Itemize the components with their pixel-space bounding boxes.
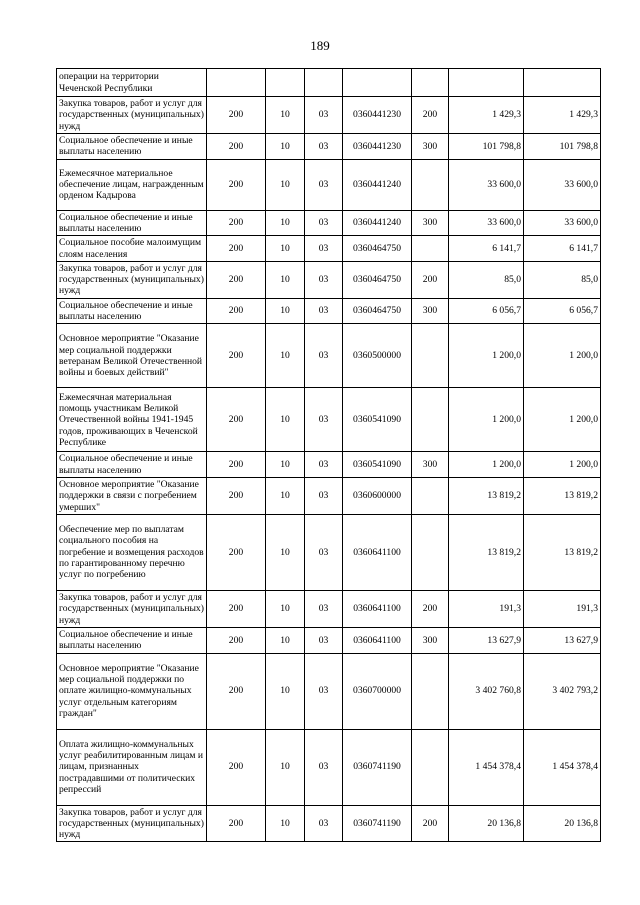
expense-type-cell: 300 bbox=[412, 452, 449, 478]
amount-cell: 6 141,7 bbox=[449, 236, 524, 262]
target-article-cell: 0360741190 bbox=[343, 805, 412, 842]
amount-cell: 85,0 bbox=[449, 261, 524, 298]
admin-code-cell: 200 bbox=[207, 97, 266, 134]
target-article-cell: 0360741190 bbox=[343, 729, 412, 805]
row-name-cell: Основное мероприятие "Оказание мер социальной поддержки ветеранам Великой Отечественной войны и боевых действий" bbox=[57, 324, 207, 388]
admin-code-cell: 200 bbox=[207, 478, 266, 515]
amount-cell: 1 200,0 bbox=[524, 452, 601, 478]
row-name-cell: Ежемесячное материальное обеспечение лицам, награжденным орденом Кадырова bbox=[57, 159, 207, 210]
amount-cell: 13 819,2 bbox=[449, 514, 524, 590]
table-row bbox=[57, 261, 601, 298]
amount-cell: 1 200,0 bbox=[524, 324, 601, 388]
amount-cell: 6 056,7 bbox=[524, 298, 601, 324]
subsection-code-cell: 03 bbox=[305, 514, 343, 590]
admin-code-cell: 200 bbox=[207, 236, 266, 262]
subsection-code-cell: 03 bbox=[305, 133, 343, 159]
target-article-cell: 0360541090 bbox=[343, 452, 412, 478]
table-body bbox=[57, 69, 601, 842]
amount-cell: 191,3 bbox=[449, 590, 524, 627]
expense-type-cell bbox=[412, 729, 449, 805]
section-code-cell: 10 bbox=[266, 159, 305, 210]
subsection-code-cell: 03 bbox=[305, 452, 343, 478]
amount-cell: 20 136,8 bbox=[524, 805, 601, 842]
amount-cell: 13 627,9 bbox=[524, 627, 601, 653]
subsection-code-cell: 03 bbox=[305, 478, 343, 515]
expense-type-cell bbox=[412, 653, 449, 729]
amount-cell: 33 600,0 bbox=[524, 159, 601, 210]
amount-cell: 101 798,8 bbox=[524, 133, 601, 159]
expense-type-cell: 300 bbox=[412, 210, 449, 236]
amount-cell: 33 600,0 bbox=[524, 210, 601, 236]
page-number: 189 bbox=[310, 38, 330, 53]
expense-type-cell bbox=[412, 388, 449, 452]
admin-code-cell: 200 bbox=[207, 653, 266, 729]
row-name-cell: Социальное обеспечение и иные выплаты населению bbox=[57, 298, 207, 324]
target-article-cell: 0360500000 bbox=[343, 324, 412, 388]
row-name-cell: Социальное обеспечение и иные выплаты населению bbox=[57, 452, 207, 478]
target-article-cell: 0360464750 bbox=[343, 261, 412, 298]
expense-type-cell bbox=[412, 69, 449, 97]
table-row bbox=[57, 97, 601, 134]
amount-cell: 13 627,9 bbox=[449, 627, 524, 653]
amount-cell: 20 136,8 bbox=[449, 805, 524, 842]
section-code-cell: 10 bbox=[266, 210, 305, 236]
row-name-cell: Основное мероприятие "Оказание мер социальной поддержки по оплате жилищно-коммунальных услуг отдельным категориям граждан" bbox=[57, 653, 207, 729]
target-article-cell: 0360441240 bbox=[343, 210, 412, 236]
target-article-cell: 0360600000 bbox=[343, 478, 412, 515]
admin-code-cell: 200 bbox=[207, 729, 266, 805]
table-row bbox=[57, 590, 601, 627]
expense-type-cell: 200 bbox=[412, 261, 449, 298]
section-code-cell: 10 bbox=[266, 805, 305, 842]
target-article-cell: 0360641100 bbox=[343, 590, 412, 627]
amount-cell: 13 819,2 bbox=[449, 478, 524, 515]
subsection-code-cell: 03 bbox=[305, 261, 343, 298]
subsection-code-cell: 03 bbox=[305, 159, 343, 210]
amount-cell: 1 200,0 bbox=[524, 388, 601, 452]
budget-table bbox=[56, 68, 601, 842]
amount-cell: 3 402 760,8 bbox=[449, 653, 524, 729]
row-name-cell: Социальное пособие малоимущим слоям населения bbox=[57, 236, 207, 262]
expense-type-cell: 300 bbox=[412, 627, 449, 653]
subsection-code-cell: 03 bbox=[305, 653, 343, 729]
row-name-cell: Закупка товаров, работ и услуг для государственных (муниципальных) нужд bbox=[57, 97, 207, 134]
subsection-code-cell bbox=[305, 69, 343, 97]
row-name-cell: Закупка товаров, работ и услуг для государственных (муниципальных) нужд bbox=[57, 261, 207, 298]
row-name-cell: операции на территории Чеченской Республики bbox=[57, 69, 207, 97]
section-code-cell: 10 bbox=[266, 388, 305, 452]
section-code-cell: 10 bbox=[266, 514, 305, 590]
section-code-cell: 10 bbox=[266, 627, 305, 653]
table-row bbox=[57, 653, 601, 729]
admin-code-cell: 200 bbox=[207, 388, 266, 452]
section-code-cell: 10 bbox=[266, 729, 305, 805]
section-code-cell: 10 bbox=[266, 298, 305, 324]
expense-type-cell: 300 bbox=[412, 298, 449, 324]
table-row bbox=[57, 324, 601, 388]
amount-cell: 1 200,0 bbox=[449, 452, 524, 478]
amount-cell: 6 056,7 bbox=[449, 298, 524, 324]
subsection-code-cell: 03 bbox=[305, 210, 343, 236]
table-row bbox=[57, 478, 601, 515]
target-article-cell: 0360464750 bbox=[343, 236, 412, 262]
row-name-cell: Социальное обеспечение и иные выплаты населению bbox=[57, 133, 207, 159]
admin-code-cell: 200 bbox=[207, 805, 266, 842]
admin-code-cell: 200 bbox=[207, 159, 266, 210]
row-name-cell: Основное мероприятие "Оказание поддержки в связи с погребением умерших" bbox=[57, 478, 207, 515]
target-article-cell: 0360464750 bbox=[343, 298, 412, 324]
subsection-code-cell: 03 bbox=[305, 236, 343, 262]
section-code-cell: 10 bbox=[266, 324, 305, 388]
amount-cell: 1 200,0 bbox=[449, 388, 524, 452]
target-article-cell: 0360441230 bbox=[343, 97, 412, 134]
target-article-cell: 0360641100 bbox=[343, 627, 412, 653]
expense-type-cell bbox=[412, 478, 449, 515]
subsection-code-cell: 03 bbox=[305, 97, 343, 134]
amount-cell bbox=[524, 69, 601, 97]
subsection-code-cell: 03 bbox=[305, 298, 343, 324]
amount-cell: 1 200,0 bbox=[449, 324, 524, 388]
amount-cell: 1 429,3 bbox=[524, 97, 601, 134]
table-row bbox=[57, 69, 601, 97]
target-article-cell: 0360441230 bbox=[343, 133, 412, 159]
amount-cell: 13 819,2 bbox=[524, 478, 601, 515]
row-name-cell: Социальное обеспечение и иные выплаты населению bbox=[57, 627, 207, 653]
row-name-cell: Закупка товаров, работ и услуг для государственных (муниципальных) нужд bbox=[57, 590, 207, 627]
row-name-cell: Социальное обеспечение и иные выплаты населению bbox=[57, 210, 207, 236]
target-article-cell: 0360441240 bbox=[343, 159, 412, 210]
subsection-code-cell: 03 bbox=[305, 805, 343, 842]
admin-code-cell: 200 bbox=[207, 514, 266, 590]
section-code-cell: 10 bbox=[266, 478, 305, 515]
amount-cell: 1 454 378,4 bbox=[524, 729, 601, 805]
admin-code-cell: 200 bbox=[207, 590, 266, 627]
row-name-cell: Ежемесячная материальная помощь участникам Великой Отечественной войны 1941-1945 годов, проживающих в Чеченской Республике bbox=[57, 388, 207, 452]
target-article-cell: 0360541090 bbox=[343, 388, 412, 452]
expense-type-cell bbox=[412, 514, 449, 590]
admin-code-cell: 200 bbox=[207, 452, 266, 478]
amount-cell: 191,3 bbox=[524, 590, 601, 627]
target-article-cell: 0360641100 bbox=[343, 514, 412, 590]
table-row bbox=[57, 388, 601, 452]
table-row bbox=[57, 133, 601, 159]
amount-cell: 101 798,8 bbox=[449, 133, 524, 159]
amount-cell: 1 454 378,4 bbox=[449, 729, 524, 805]
admin-code-cell: 200 bbox=[207, 210, 266, 236]
amount-cell bbox=[449, 69, 524, 97]
expense-type-cell bbox=[412, 236, 449, 262]
row-name-cell: Обеспечение мер по выплатам социального пособия на погребение и возмещения расходов по гарантированному перечню услуг по погребению bbox=[57, 514, 207, 590]
amount-cell: 13 819,2 bbox=[524, 514, 601, 590]
amount-cell: 33 600,0 bbox=[449, 210, 524, 236]
subsection-code-cell: 03 bbox=[305, 324, 343, 388]
row-name-cell: Оплата жилищно-коммунальных услуг реабилитированным лицам и лицам, признанных пострадавшими от политических репрессий bbox=[57, 729, 207, 805]
amount-cell: 33 600,0 bbox=[449, 159, 524, 210]
admin-code-cell bbox=[207, 69, 266, 97]
section-code-cell bbox=[266, 69, 305, 97]
section-code-cell: 10 bbox=[266, 452, 305, 478]
expense-type-cell bbox=[412, 159, 449, 210]
table-row bbox=[57, 236, 601, 262]
row-name-cell: Закупка товаров, работ и услуг для государственных (муниципальных) нужд bbox=[57, 805, 207, 842]
subsection-code-cell: 03 bbox=[305, 729, 343, 805]
section-code-cell: 10 bbox=[266, 133, 305, 159]
expense-type-cell bbox=[412, 324, 449, 388]
expense-type-cell: 300 bbox=[412, 133, 449, 159]
section-code-cell: 10 bbox=[266, 653, 305, 729]
section-code-cell: 10 bbox=[266, 97, 305, 134]
table-row bbox=[57, 159, 601, 210]
amount-cell: 6 141,7 bbox=[524, 236, 601, 262]
admin-code-cell: 200 bbox=[207, 261, 266, 298]
section-code-cell: 10 bbox=[266, 236, 305, 262]
amount-cell: 85,0 bbox=[524, 261, 601, 298]
section-code-cell: 10 bbox=[266, 261, 305, 298]
table-row bbox=[57, 729, 601, 805]
admin-code-cell: 200 bbox=[207, 298, 266, 324]
table-row bbox=[57, 627, 601, 653]
admin-code-cell: 200 bbox=[207, 627, 266, 653]
expense-type-cell: 200 bbox=[412, 97, 449, 134]
target-article-cell: 0360700000 bbox=[343, 653, 412, 729]
table-row bbox=[57, 452, 601, 478]
expense-type-cell: 200 bbox=[412, 805, 449, 842]
amount-cell: 1 429,3 bbox=[449, 97, 524, 134]
table-row bbox=[57, 514, 601, 590]
subsection-code-cell: 03 bbox=[305, 590, 343, 627]
subsection-code-cell: 03 bbox=[305, 627, 343, 653]
amount-cell: 3 402 793,2 bbox=[524, 653, 601, 729]
admin-code-cell: 200 bbox=[207, 324, 266, 388]
target-article-cell bbox=[343, 69, 412, 97]
section-code-cell: 10 bbox=[266, 590, 305, 627]
table-row bbox=[57, 210, 601, 236]
admin-code-cell: 200 bbox=[207, 133, 266, 159]
subsection-code-cell: 03 bbox=[305, 388, 343, 452]
table-row bbox=[57, 298, 601, 324]
table-row bbox=[57, 805, 601, 842]
expense-type-cell: 200 bbox=[412, 590, 449, 627]
